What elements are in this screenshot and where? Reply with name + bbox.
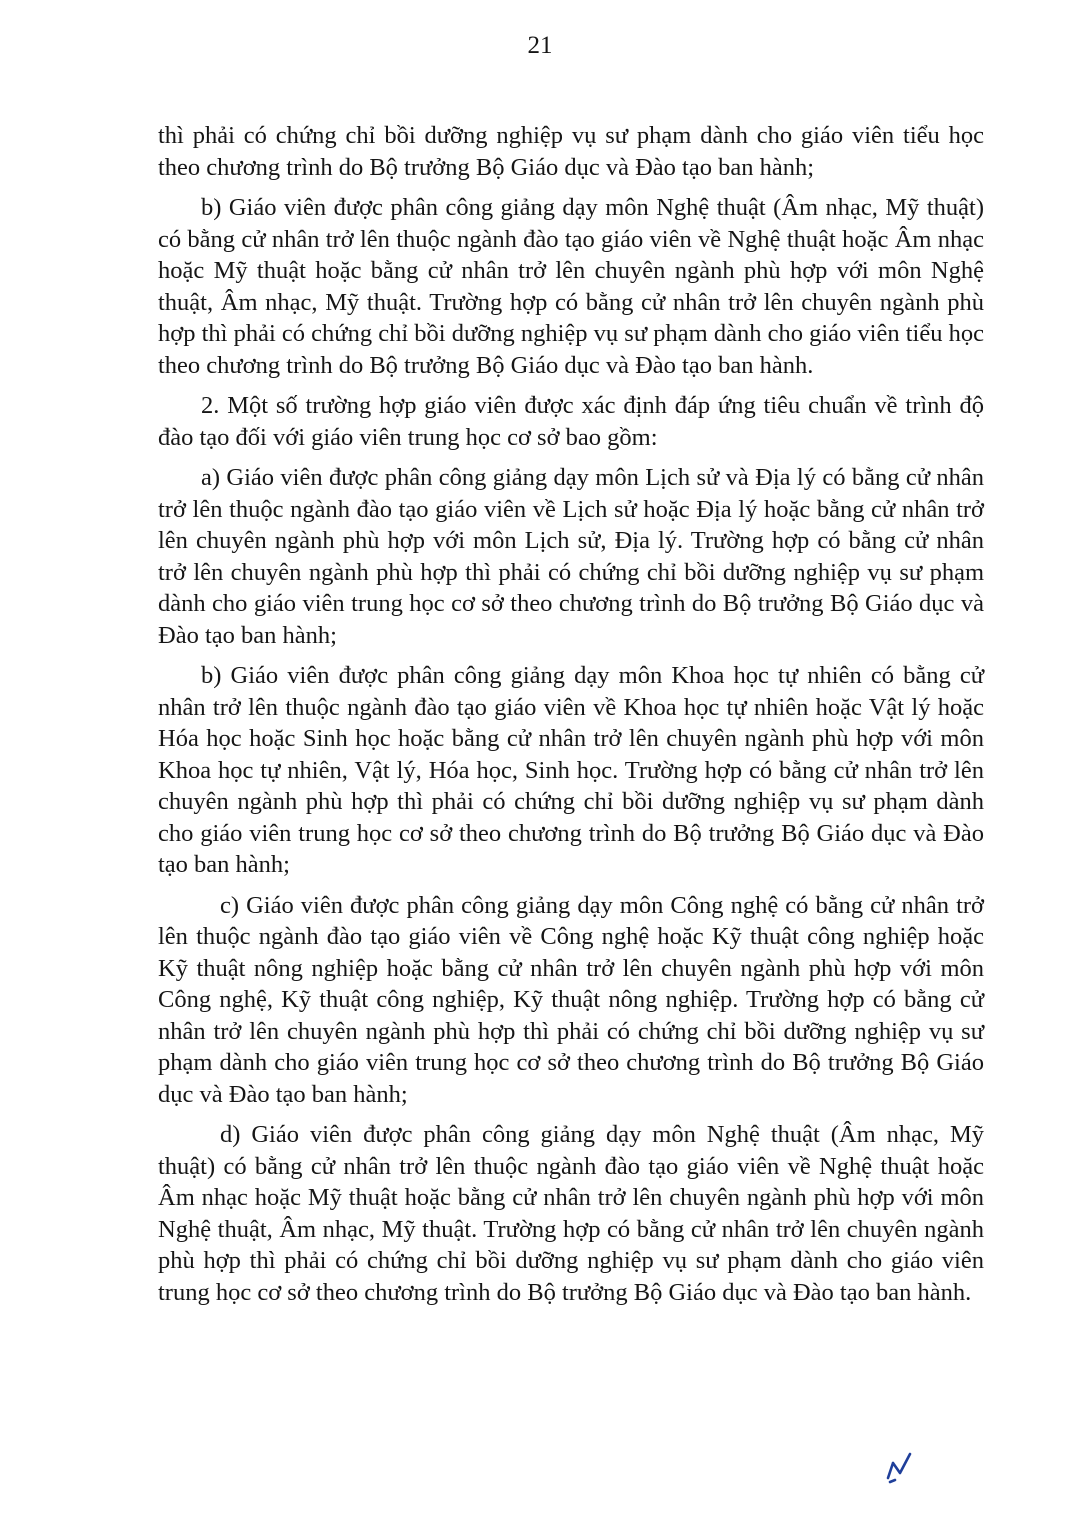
paragraph-primary-b: b) Giáo viên được phân công giảng dạy môn Nghệ thuật (Âm nhạc, Mỹ thuật) có bằng cử nhân trở lên thuộc ngành đào tạo giáo viên về Nghệ thuật hoặc Âm nhạc hoặc Mỹ thuật hoặc bằng cử nhân trở lên chuyên ngành phù hợp với môn Nghệ thuật, Âm nhạc, Mỹ thuật. Trường hợp có bằng cử nhân trở lên chuyên ngành phù hợp thì phải có chứng chỉ bồi dưỡng nghiệp vụ sư phạm dành cho giáo viên tiểu học theo chương trình do Bộ trưởng Bộ Giáo dục và Đào tạo ban hành. [158, 194, 984, 379]
page-number: 21 [527, 32, 553, 59]
initial-mark-icon [880, 1448, 920, 1486]
paragraph-secondary-b: b) Giáo viên được phân công giảng dạy môn Khoa học tự nhiên có bằng cử nhân trở lên thuộc ngành đào tạo giáo viên về Khoa học tự nhiên hoặc Vật lý hoặc Hóa học hoặc Sinh học hoặc bằng cử nhân trở lên chuyên ngành phù hợp với môn Khoa học tự nhiên, Vật lý, Hóa học, Sinh học. Trường hợp có bằng cử nhân trở lên chuyên ngành phù hợp thì phải có chứng chỉ bồi dưỡng nghiệp vụ sư phạm dành cho giáo viên trung học cơ sở theo chương trình do Bộ trưởng Bộ Giáo dục và Đào tạo ban hành; [158, 662, 984, 878]
paragraph-clause-2: 2. Một số trường hợp giáo viên được xác định đáp ứng tiêu chuẩn về trình độ đào tạo đối với giáo viên trung học cơ sở bao gồm: [158, 392, 984, 451]
paragraph-continuation: thì phải có chứng chỉ bồi dưỡng nghiệp vụ sư phạm dành cho giáo viên tiểu học theo chương trình do Bộ trưởng Bộ Giáo dục và Đào tạo ban hành; [158, 122, 984, 181]
paragraph-secondary-c: c) Giáo viên được phân công giảng dạy môn Công nghệ có bằng cử nhân trở lên thuộc ngành đào tạo giáo viên về Công nghệ hoặc Kỹ thuật công nghiệp hoặc Kỹ thuật nông nghiệp hoặc bằng cử nhân trở lên chuyên ngành phù hợp với môn Công nghệ, Kỹ thuật công nghiệp, Kỹ thuật nông nghiệp. Trường hợp có bằng cử nhân trở lên chuyên ngành phù hợp thì phải có chứng chỉ bồi dưỡng nghiệp vụ sư phạm dành cho giáo viên trung học cơ sở theo chương trình do Bộ trưởng Bộ Giáo dục và Đào tạo ban hành; [158, 891, 984, 1108]
document-body [158, 120, 984, 1317]
paragraph-secondary-d: d) Giáo viên được phân công giảng dạy môn Nghệ thuật (Âm nhạc, Mỹ thuật) có bằng cử nhân trở lên thuộc ngành đào tạo giáo viên về Nghệ thuật hoặc Âm nhạc hoặc Mỹ thuật hoặc bằng cử nhân trở lên chuyên ngành phù hợp với môn Nghệ thuật, Âm nhạc, Mỹ thuật. Trường hợp có bằng cử nhân trở lên chuyên ngành phù hợp thì phải có chứng chỉ bồi dưỡng nghiệp vụ sư phạm dành cho giáo viên trung học cơ sở theo chương trình do Bộ trưởng Bộ Giáo dục và Đào tạo ban hành. [158, 1121, 984, 1306]
paragraph-secondary-a: a) Giáo viên được phân công giảng dạy môn Lịch sử và Địa lý có bằng cử nhân trở lên thuộc ngành đào tạo giáo viên về Lịch sử hoặc Địa lý hoặc bằng cử nhân trở lên chuyên ngành phù hợp với môn Lịch sử, Địa lý. Trường hợp có bằng cử nhân trở lên chuyên ngành phù hợp thì phải có chứng chỉ bồi dưỡng nghiệp vụ sư phạm dành cho giáo viên trung học cơ sở theo chương trình do Bộ trưởng Bộ Giáo dục và Đào tạo ban hành; [158, 464, 984, 649]
